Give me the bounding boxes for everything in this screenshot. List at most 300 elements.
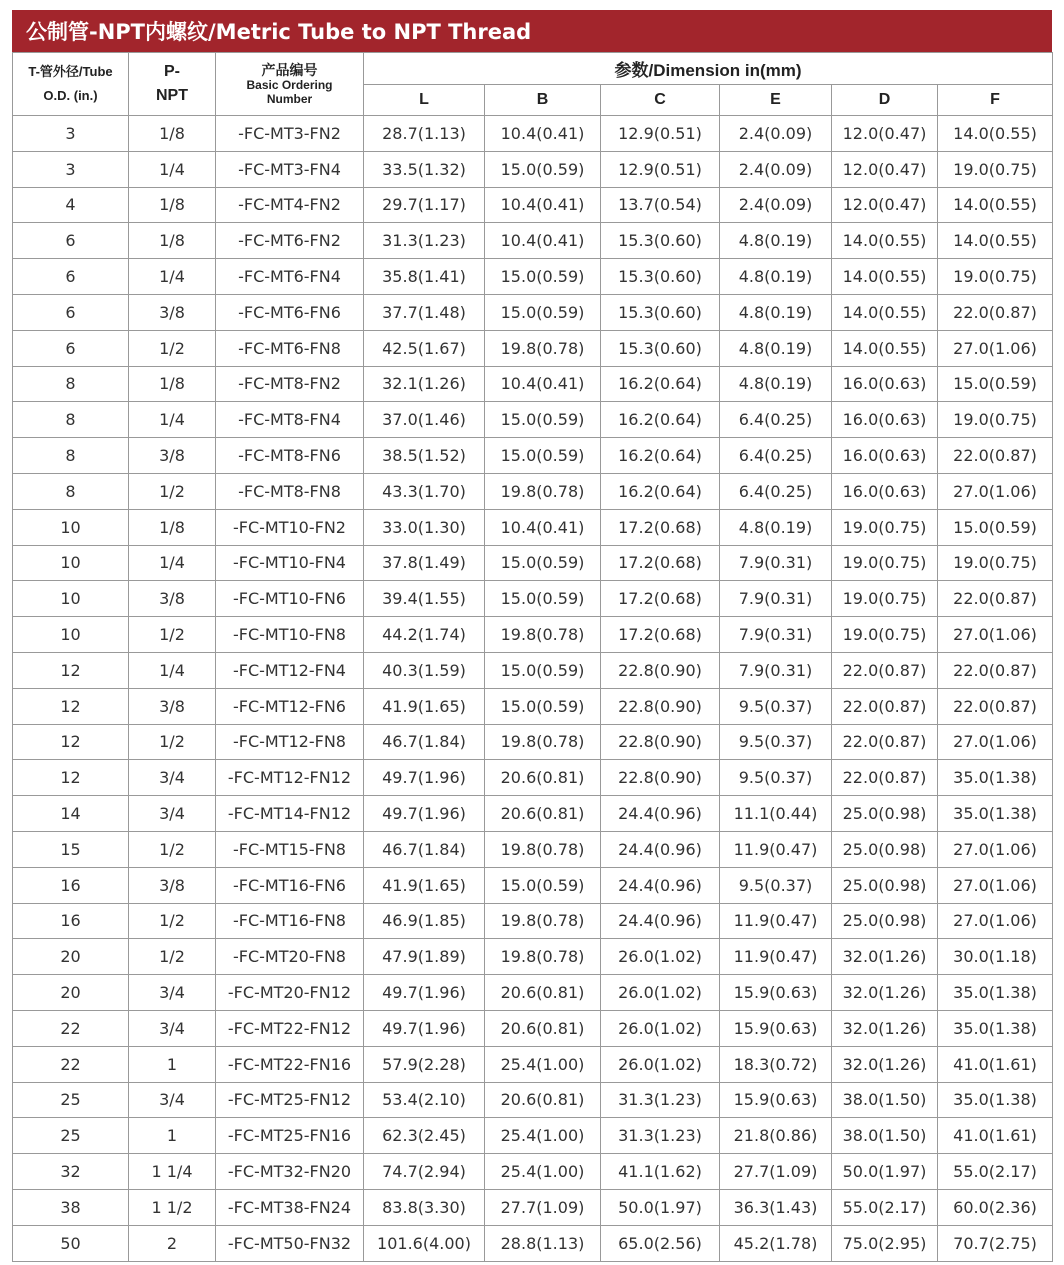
cell-dim-f: 15.0(0.59) — [938, 366, 1053, 402]
cell-npt: 3/8 — [129, 867, 216, 903]
table-row — [13, 1082, 1053, 1118]
cell-dim-e: 15.9(0.63) — [720, 1010, 832, 1046]
cell-dim-l: 47.9(1.89) — [364, 939, 485, 975]
cell-dim-c: 24.4(0.96) — [601, 831, 720, 867]
cell-dim-c: 17.2(0.68) — [601, 581, 720, 617]
table-row — [13, 1010, 1053, 1046]
cell-dim-d: 14.0(0.55) — [832, 259, 938, 295]
cell-npt: 1/2 — [129, 939, 216, 975]
cell-dim-b: 20.6(0.81) — [485, 1082, 601, 1118]
cell-npt: 3/4 — [129, 760, 216, 796]
cell-dim-b: 10.4(0.41) — [485, 116, 601, 152]
cell-dim-f: 14.0(0.55) — [938, 116, 1053, 152]
cell-part-number: -FC-MT6-FN2 — [216, 223, 364, 259]
cell-dim-f: 22.0(0.87) — [938, 438, 1053, 474]
cell-dim-b: 10.4(0.41) — [485, 509, 601, 545]
cell-dim-b: 15.0(0.59) — [485, 151, 601, 187]
cell-part-number: -FC-MT3-FN2 — [216, 116, 364, 152]
cell-tube-od: 6 — [13, 259, 129, 295]
cell-dim-c: 31.3(1.23) — [601, 1082, 720, 1118]
cell-dim-e: 6.4(0.25) — [720, 402, 832, 438]
cell-npt: 3/4 — [129, 1082, 216, 1118]
cell-dim-f: 19.0(0.75) — [938, 259, 1053, 295]
table-row — [13, 330, 1053, 366]
cell-dim-d: 22.0(0.87) — [832, 760, 938, 796]
cell-part-number: -FC-MT16-FN8 — [216, 903, 364, 939]
cell-tube-od: 6 — [13, 330, 129, 366]
cell-part-number: -FC-MT8-FN4 — [216, 402, 364, 438]
cell-dim-b: 20.6(0.81) — [485, 796, 601, 832]
cell-dim-l: 49.7(1.96) — [364, 796, 485, 832]
cell-part-number: -FC-MT6-FN6 — [216, 294, 364, 330]
cell-part-number: -FC-MT32-FN20 — [216, 1154, 364, 1190]
cell-dim-d: 25.0(0.98) — [832, 903, 938, 939]
cell-dim-l: 43.3(1.70) — [364, 473, 485, 509]
cell-dim-e: 21.8(0.86) — [720, 1118, 832, 1154]
cell-dim-d: 32.0(1.26) — [832, 975, 938, 1011]
cell-tube-od: 12 — [13, 760, 129, 796]
table-row — [13, 402, 1053, 438]
table-row — [13, 1118, 1053, 1154]
table-row — [13, 1046, 1053, 1082]
cell-dim-d: 19.0(0.75) — [832, 545, 938, 581]
cell-dim-d: 14.0(0.55) — [832, 330, 938, 366]
cell-dim-b: 15.0(0.59) — [485, 688, 601, 724]
cell-dim-b: 19.8(0.78) — [485, 939, 601, 975]
cell-npt: 3/8 — [129, 438, 216, 474]
cell-dim-e: 11.9(0.47) — [720, 939, 832, 975]
cell-dim-b: 15.0(0.59) — [485, 581, 601, 617]
cell-dim-e: 27.7(1.09) — [720, 1154, 832, 1190]
cell-dim-d: 22.0(0.87) — [832, 652, 938, 688]
table-row — [13, 867, 1053, 903]
cell-npt: 1/4 — [129, 259, 216, 295]
cell-dim-e: 36.3(1.43) — [720, 1189, 832, 1225]
cell-part-number: -FC-MT20-FN12 — [216, 975, 364, 1011]
cell-dim-f: 41.0(1.61) — [938, 1046, 1053, 1082]
cell-tube-od: 12 — [13, 724, 129, 760]
cell-dim-c: 12.9(0.51) — [601, 116, 720, 152]
cell-dim-e: 7.9(0.31) — [720, 652, 832, 688]
cell-dim-l: 41.9(1.65) — [364, 867, 485, 903]
cell-dim-l: 46.7(1.84) — [364, 831, 485, 867]
table-row — [13, 939, 1053, 975]
cell-dim-e: 45.2(1.78) — [720, 1225, 832, 1261]
cell-tube-od: 6 — [13, 223, 129, 259]
cell-dim-b: 19.8(0.78) — [485, 831, 601, 867]
cell-dim-e: 15.9(0.63) — [720, 1082, 832, 1118]
cell-dim-b: 15.0(0.59) — [485, 545, 601, 581]
table-row — [13, 223, 1053, 259]
cell-dim-f: 70.7(2.75) — [938, 1225, 1053, 1261]
cell-dim-f: 30.0(1.18) — [938, 939, 1053, 975]
cell-dim-e: 4.8(0.19) — [720, 366, 832, 402]
cell-dim-f: 27.0(1.06) — [938, 867, 1053, 903]
cell-dim-f: 22.0(0.87) — [938, 294, 1053, 330]
table-row — [13, 187, 1053, 223]
cell-tube-od: 15 — [13, 831, 129, 867]
cell-tube-od: 3 — [13, 116, 129, 152]
cell-part-number: -FC-MT3-FN4 — [216, 151, 364, 187]
table-row — [13, 975, 1053, 1011]
cell-npt: 1 1/4 — [129, 1154, 216, 1190]
cell-dim-d: 16.0(0.63) — [832, 438, 938, 474]
cell-dim-b: 15.0(0.59) — [485, 867, 601, 903]
table-row — [13, 294, 1053, 330]
cell-part-number: -FC-MT10-FN6 — [216, 581, 364, 617]
cell-dim-c: 16.2(0.64) — [601, 402, 720, 438]
cell-dim-c: 22.8(0.90) — [601, 724, 720, 760]
cell-dim-b: 10.4(0.41) — [485, 223, 601, 259]
table-header — [13, 53, 1053, 116]
cell-part-number: -FC-MT50-FN32 — [216, 1225, 364, 1261]
cell-tube-od: 22 — [13, 1046, 129, 1082]
cell-tube-od: 12 — [13, 652, 129, 688]
cell-dim-e: 4.8(0.19) — [720, 259, 832, 295]
cell-tube-od: 10 — [13, 581, 129, 617]
cell-npt: 3/8 — [129, 581, 216, 617]
table-title: 公制管-NPT内螺纹/Metric Tube to NPT Thread — [12, 10, 1052, 52]
cell-dim-c: 16.2(0.64) — [601, 473, 720, 509]
cell-dim-c: 65.0(2.56) — [601, 1225, 720, 1261]
cell-dim-l: 42.5(1.67) — [364, 330, 485, 366]
header-col-f: F — [938, 85, 1053, 116]
cell-tube-od: 10 — [13, 617, 129, 653]
table-row — [13, 1189, 1053, 1225]
cell-tube-od: 8 — [13, 402, 129, 438]
cell-part-number: -FC-MT6-FN4 — [216, 259, 364, 295]
cell-dim-d: 25.0(0.98) — [832, 867, 938, 903]
cell-npt: 1/2 — [129, 330, 216, 366]
cell-npt: 1/8 — [129, 509, 216, 545]
cell-dim-e: 4.8(0.19) — [720, 330, 832, 366]
cell-part-number: -FC-MT4-FN2 — [216, 187, 364, 223]
cell-dim-l: 37.7(1.48) — [364, 294, 485, 330]
cell-dim-l: 49.7(1.96) — [364, 1010, 485, 1046]
cell-dim-e: 2.4(0.09) — [720, 116, 832, 152]
cell-dim-f: 19.0(0.75) — [938, 151, 1053, 187]
table-row — [13, 581, 1053, 617]
cell-dim-c: 31.3(1.23) — [601, 1118, 720, 1154]
cell-tube-od: 14 — [13, 796, 129, 832]
cell-part-number: -FC-MT12-FN12 — [216, 760, 364, 796]
cell-dim-c: 50.0(1.97) — [601, 1189, 720, 1225]
cell-dim-d: 55.0(2.17) — [832, 1189, 938, 1225]
cell-npt: 3/4 — [129, 975, 216, 1011]
cell-dim-f: 19.0(0.75) — [938, 402, 1053, 438]
header-dimension: 参数/Dimension in(mm) — [364, 53, 1053, 85]
cell-dim-l: 37.0(1.46) — [364, 402, 485, 438]
cell-dim-l: 57.9(2.28) — [364, 1046, 485, 1082]
table-row — [13, 688, 1053, 724]
cell-tube-od: 16 — [13, 903, 129, 939]
cell-tube-od: 3 — [13, 151, 129, 187]
cell-dim-c: 41.1(1.62) — [601, 1154, 720, 1190]
cell-npt: 1/4 — [129, 402, 216, 438]
cell-part-number: -FC-MT12-FN6 — [216, 688, 364, 724]
cell-dim-b: 10.4(0.41) — [485, 187, 601, 223]
cell-dim-d: 12.0(0.47) — [832, 187, 938, 223]
cell-dim-l: 31.3(1.23) — [364, 223, 485, 259]
header-tube-od — [13, 53, 129, 116]
cell-dim-d: 14.0(0.55) — [832, 294, 938, 330]
cell-dim-b: 25.4(1.00) — [485, 1118, 601, 1154]
cell-part-number: -FC-MT15-FN8 — [216, 831, 364, 867]
header-col-d: D — [832, 85, 938, 116]
cell-dim-d: 16.0(0.63) — [832, 473, 938, 509]
cell-dim-e: 6.4(0.25) — [720, 438, 832, 474]
cell-dim-f: 27.0(1.06) — [938, 473, 1053, 509]
table-row — [13, 545, 1053, 581]
cell-dim-c: 24.4(0.96) — [601, 867, 720, 903]
cell-npt: 2 — [129, 1225, 216, 1261]
cell-npt: 3/8 — [129, 294, 216, 330]
cell-dim-c: 16.2(0.64) — [601, 438, 720, 474]
cell-dim-e: 9.5(0.37) — [720, 724, 832, 760]
cell-tube-od: 25 — [13, 1118, 129, 1154]
cell-dim-c: 15.3(0.60) — [601, 330, 720, 366]
table-row — [13, 473, 1053, 509]
cell-dim-b: 19.8(0.78) — [485, 903, 601, 939]
cell-tube-od: 22 — [13, 1010, 129, 1046]
cell-part-number: -FC-MT25-FN12 — [216, 1082, 364, 1118]
cell-part-number: -FC-MT6-FN8 — [216, 330, 364, 366]
table-row — [13, 796, 1053, 832]
cell-dim-l: 46.9(1.85) — [364, 903, 485, 939]
cell-dim-e: 2.4(0.09) — [720, 187, 832, 223]
header-part-number-en-line2: Number — [266, 92, 313, 106]
cell-tube-od: 32 — [13, 1154, 129, 1190]
cell-tube-od: 38 — [13, 1189, 129, 1225]
cell-dim-e: 11.9(0.47) — [720, 903, 832, 939]
cell-dim-f: 27.0(1.06) — [938, 617, 1053, 653]
cell-dim-c: 22.8(0.90) — [601, 760, 720, 796]
cell-npt: 1/4 — [129, 545, 216, 581]
cell-dim-d: 22.0(0.87) — [832, 724, 938, 760]
cell-dim-l: 39.4(1.55) — [364, 581, 485, 617]
cell-dim-c: 22.8(0.90) — [601, 652, 720, 688]
cell-dim-e: 9.5(0.37) — [720, 760, 832, 796]
cell-dim-c: 26.0(1.02) — [601, 975, 720, 1011]
cell-dim-e: 7.9(0.31) — [720, 545, 832, 581]
cell-dim-b: 20.6(0.81) — [485, 760, 601, 796]
cell-part-number: -FC-MT8-FN8 — [216, 473, 364, 509]
cell-dim-l: 83.8(3.30) — [364, 1189, 485, 1225]
table-row — [13, 903, 1053, 939]
cell-dim-d: 25.0(0.98) — [832, 796, 938, 832]
header-part-number-cn: 产品编号 — [261, 62, 318, 78]
cell-dim-c: 16.2(0.64) — [601, 366, 720, 402]
cell-tube-od: 8 — [13, 366, 129, 402]
cell-part-number: -FC-MT10-FN2 — [216, 509, 364, 545]
cell-dim-c: 12.9(0.51) — [601, 151, 720, 187]
cell-dim-b: 20.6(0.81) — [485, 1010, 601, 1046]
cell-tube-od: 25 — [13, 1082, 129, 1118]
cell-npt: 1/8 — [129, 116, 216, 152]
cell-dim-d: 19.0(0.75) — [832, 617, 938, 653]
cell-dim-c: 15.3(0.60) — [601, 223, 720, 259]
cell-dim-f: 55.0(2.17) — [938, 1154, 1053, 1190]
cell-dim-b: 27.7(1.09) — [485, 1189, 601, 1225]
cell-part-number: -FC-MT25-FN16 — [216, 1118, 364, 1154]
table-row — [13, 116, 1053, 152]
cell-dim-c: 17.2(0.68) — [601, 509, 720, 545]
cell-dim-l: 32.1(1.26) — [364, 366, 485, 402]
header-part-number-en-line1: Basic Ordering — [246, 78, 333, 92]
cell-dim-l: 33.5(1.32) — [364, 151, 485, 187]
table-row — [13, 366, 1053, 402]
cell-dim-b: 15.0(0.59) — [485, 259, 601, 295]
cell-dim-l: 28.7(1.13) — [364, 116, 485, 152]
cell-dim-d: 12.0(0.47) — [832, 151, 938, 187]
table-row — [13, 509, 1053, 545]
cell-dim-f: 35.0(1.38) — [938, 1010, 1053, 1046]
cell-tube-od: 16 — [13, 867, 129, 903]
cell-tube-od: 8 — [13, 473, 129, 509]
header-npt — [129, 53, 216, 116]
cell-dim-d: 75.0(2.95) — [832, 1225, 938, 1261]
cell-dim-d: 16.0(0.63) — [832, 366, 938, 402]
header-npt-line1: P- — [164, 63, 180, 80]
cell-dim-d: 32.0(1.26) — [832, 939, 938, 975]
cell-dim-c: 22.8(0.90) — [601, 688, 720, 724]
cell-npt: 1/2 — [129, 617, 216, 653]
cell-dim-b: 25.4(1.00) — [485, 1154, 601, 1190]
cell-npt: 1 — [129, 1118, 216, 1154]
spec-sheet — [12, 10, 1052, 1262]
table-body — [13, 116, 1053, 1262]
cell-part-number: -FC-MT16-FN6 — [216, 867, 364, 903]
cell-dim-c: 26.0(1.02) — [601, 1046, 720, 1082]
cell-dim-d: 38.0(1.50) — [832, 1118, 938, 1154]
cell-tube-od: 10 — [13, 509, 129, 545]
cell-part-number: -FC-MT38-FN24 — [216, 1189, 364, 1225]
cell-dim-c: 17.2(0.68) — [601, 617, 720, 653]
table-row — [13, 1154, 1053, 1190]
cell-dim-d: 25.0(0.98) — [832, 831, 938, 867]
table-row — [13, 760, 1053, 796]
cell-dim-f: 15.0(0.59) — [938, 509, 1053, 545]
cell-dim-f: 41.0(1.61) — [938, 1118, 1053, 1154]
cell-dim-b: 25.4(1.00) — [485, 1046, 601, 1082]
cell-dim-f: 22.0(0.87) — [938, 581, 1053, 617]
cell-dim-f: 27.0(1.06) — [938, 903, 1053, 939]
cell-dim-c: 26.0(1.02) — [601, 1010, 720, 1046]
cell-npt: 1/8 — [129, 187, 216, 223]
cell-dim-d: 38.0(1.50) — [832, 1082, 938, 1118]
cell-dim-l: 49.7(1.96) — [364, 760, 485, 796]
cell-npt: 1 1/2 — [129, 1189, 216, 1225]
cell-dim-f: 35.0(1.38) — [938, 975, 1053, 1011]
cell-part-number: -FC-MT8-FN2 — [216, 366, 364, 402]
cell-dim-b: 15.0(0.59) — [485, 652, 601, 688]
cell-dim-e: 4.8(0.19) — [720, 294, 832, 330]
cell-dim-l: 37.8(1.49) — [364, 545, 485, 581]
cell-tube-od: 12 — [13, 688, 129, 724]
table-row — [13, 617, 1053, 653]
cell-dim-d: 32.0(1.26) — [832, 1046, 938, 1082]
cell-npt: 1/2 — [129, 831, 216, 867]
cell-dim-l: 101.6(4.00) — [364, 1225, 485, 1261]
cell-npt: 1/4 — [129, 652, 216, 688]
cell-tube-od: 6 — [13, 294, 129, 330]
cell-dim-f: 22.0(0.87) — [938, 652, 1053, 688]
cell-dim-l: 29.7(1.17) — [364, 187, 485, 223]
cell-tube-od: 4 — [13, 187, 129, 223]
cell-npt: 1/4 — [129, 151, 216, 187]
cell-dim-b: 10.4(0.41) — [485, 366, 601, 402]
cell-dim-f: 35.0(1.38) — [938, 760, 1053, 796]
cell-dim-d: 50.0(1.97) — [832, 1154, 938, 1190]
cell-dim-l: 41.9(1.65) — [364, 688, 485, 724]
cell-dim-f: 27.0(1.06) — [938, 831, 1053, 867]
cell-dim-d: 12.0(0.47) — [832, 116, 938, 152]
table-row — [13, 259, 1053, 295]
cell-dim-l: 49.7(1.96) — [364, 975, 485, 1011]
cell-dim-f: 22.0(0.87) — [938, 688, 1053, 724]
cell-tube-od: 8 — [13, 438, 129, 474]
cell-dim-c: 15.3(0.60) — [601, 294, 720, 330]
cell-dim-b: 19.8(0.78) — [485, 617, 601, 653]
header-npt-line2: NPT — [156, 87, 188, 104]
cell-part-number: -FC-MT12-FN4 — [216, 652, 364, 688]
cell-dim-d: 19.0(0.75) — [832, 581, 938, 617]
cell-part-number: -FC-MT14-FN12 — [216, 796, 364, 832]
cell-dim-f: 14.0(0.55) — [938, 223, 1053, 259]
cell-npt: 1/8 — [129, 223, 216, 259]
cell-dim-e: 7.9(0.31) — [720, 617, 832, 653]
header-tube-od-line2: O.D. (in.) — [43, 88, 98, 103]
cell-dim-c: 15.3(0.60) — [601, 259, 720, 295]
cell-part-number: -FC-MT22-FN12 — [216, 1010, 364, 1046]
cell-dim-b: 19.8(0.78) — [485, 724, 601, 760]
cell-dim-e: 2.4(0.09) — [720, 151, 832, 187]
cell-dim-f: 14.0(0.55) — [938, 187, 1053, 223]
cell-dim-e: 7.9(0.31) — [720, 581, 832, 617]
cell-dim-l: 53.4(2.10) — [364, 1082, 485, 1118]
cell-dim-e: 11.9(0.47) — [720, 831, 832, 867]
cell-tube-od: 10 — [13, 545, 129, 581]
cell-dim-b: 15.0(0.59) — [485, 294, 601, 330]
cell-npt: 3/8 — [129, 688, 216, 724]
cell-dim-l: 40.3(1.59) — [364, 652, 485, 688]
header-col-c: C — [601, 85, 720, 116]
table-row — [13, 831, 1053, 867]
table-row — [13, 151, 1053, 187]
cell-dim-l: 44.2(1.74) — [364, 617, 485, 653]
cell-dim-b: 15.0(0.59) — [485, 402, 601, 438]
cell-dim-l: 33.0(1.30) — [364, 509, 485, 545]
cell-npt: 3/4 — [129, 1010, 216, 1046]
table-row — [13, 652, 1053, 688]
cell-dim-e: 9.5(0.37) — [720, 688, 832, 724]
cell-dim-f: 60.0(2.36) — [938, 1189, 1053, 1225]
cell-dim-b: 20.6(0.81) — [485, 975, 601, 1011]
cell-dim-f: 35.0(1.38) — [938, 1082, 1053, 1118]
cell-part-number: -FC-MT8-FN6 — [216, 438, 364, 474]
cell-npt: 3/4 — [129, 796, 216, 832]
table-row — [13, 438, 1053, 474]
cell-part-number: -FC-MT20-FN8 — [216, 939, 364, 975]
cell-npt: 1 — [129, 1046, 216, 1082]
cell-dim-d: 19.0(0.75) — [832, 509, 938, 545]
cell-dim-d: 16.0(0.63) — [832, 402, 938, 438]
cell-dim-l: 35.8(1.41) — [364, 259, 485, 295]
cell-dim-d: 14.0(0.55) — [832, 223, 938, 259]
cell-dim-d: 22.0(0.87) — [832, 688, 938, 724]
table-row — [13, 724, 1053, 760]
header-part-number — [216, 53, 364, 116]
